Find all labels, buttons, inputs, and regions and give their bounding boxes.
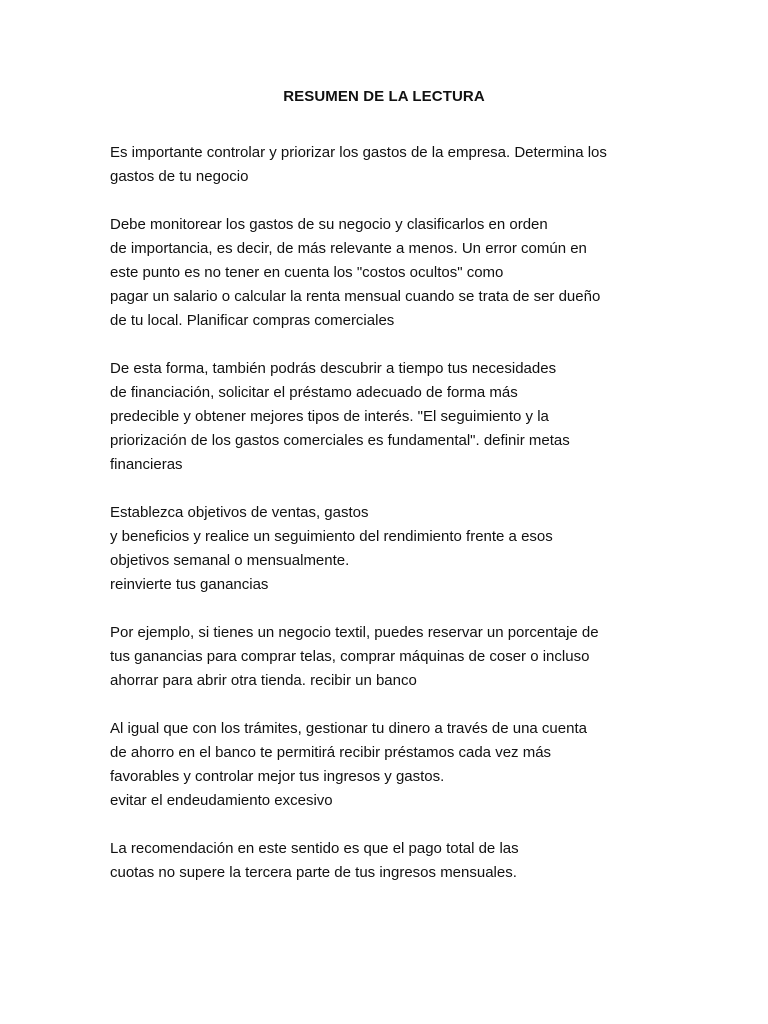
paragraph-5 bbox=[110, 621, 730, 693]
text-line: reinvierte tus ganancias bbox=[110, 576, 269, 593]
text-line: objetivos semanal o mensualmente. bbox=[110, 552, 350, 569]
text-line: Al igual que con los trámites, gestionar tu dinero a través de una cuenta bbox=[110, 720, 587, 737]
text-line: este punto es no tener en cuenta los "costos ocultos" como bbox=[110, 264, 504, 281]
paragraph-1 bbox=[110, 141, 730, 189]
text-line: de ahorro en el banco te permitirá recibir préstamos cada vez más bbox=[110, 744, 552, 761]
text-line: gastos de tu negocio bbox=[110, 168, 249, 185]
document-body bbox=[110, 141, 730, 909]
text-line: Debe monitorear los gastos de su negocio y clasificarlos en orden bbox=[110, 216, 548, 233]
document-title: RESUMEN DE LA LECTURA bbox=[283, 88, 485, 105]
text-line: evitar el endeudamiento excesivo bbox=[110, 792, 333, 809]
text-line: financieras bbox=[110, 456, 183, 473]
paragraph-7 bbox=[110, 837, 730, 885]
text-line: Es importante controlar y priorizar los gastos de la empresa. Determina los bbox=[110, 144, 607, 161]
text-line: favorables y controlar mejor tus ingresos y gastos. bbox=[110, 768, 445, 785]
text-line: La recomendación en este sentido es que el pago total de las bbox=[110, 840, 519, 857]
text-line: de tu local. Planificar compras comerciales bbox=[110, 312, 395, 329]
text-line: pagar un salario o calcular la renta mensual cuando se trata de ser dueño bbox=[110, 288, 601, 305]
text-line: De esta forma, también podrás descubrir a tiempo tus necesidades bbox=[110, 360, 557, 377]
paragraph-3 bbox=[110, 357, 730, 477]
text-line: y beneficios y realice un seguimiento del rendimiento frente a esos bbox=[110, 528, 553, 545]
text-line: ahorrar para abrir otra tienda. recibir un banco bbox=[110, 672, 417, 689]
text-line: tus ganancias para comprar telas, comprar máquinas de coser o incluso bbox=[110, 648, 590, 665]
paragraph-4 bbox=[110, 501, 730, 597]
text-line: de financiación, solicitar el préstamo adecuado de forma más bbox=[110, 384, 518, 401]
text-line: priorización de los gastos comerciales es fundamental". definir metas bbox=[110, 432, 570, 449]
paragraph-2 bbox=[110, 213, 730, 333]
text-line: de importancia, es decir, de más relevante a menos. Un error común en bbox=[110, 240, 587, 257]
text-line: Por ejemplo, si tienes un negocio textil, puedes reservar un porcentaje de bbox=[110, 624, 599, 641]
text-line: Establezca objetivos de ventas, gastos bbox=[110, 504, 369, 521]
text-line: cuotas no supere la tercera parte de tus ingresos mensuales. bbox=[110, 864, 517, 881]
paragraph-6 bbox=[110, 717, 730, 813]
text-line: predecible y obtener mejores tipos de interés. "El seguimiento y la bbox=[110, 408, 549, 425]
